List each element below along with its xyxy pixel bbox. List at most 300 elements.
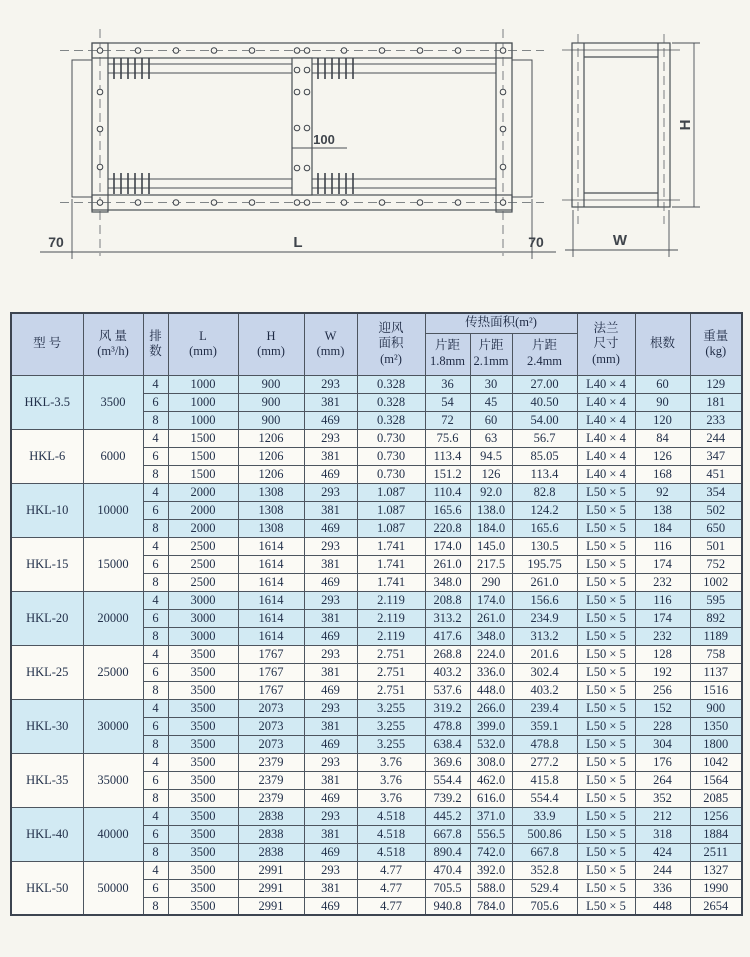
cell-model: HKL-30	[11, 699, 83, 753]
cell-weight: 1327	[690, 861, 742, 879]
cell-area: 0.730	[357, 447, 425, 465]
cell-flange: L50 × 5	[577, 519, 635, 537]
cell-area: 0.328	[357, 411, 425, 429]
cell-rows: 8	[143, 627, 168, 645]
cell-airflow: 6000	[83, 429, 143, 483]
cell-pitch21: 556.5	[470, 825, 512, 843]
front-view	[72, 43, 532, 212]
cell-L: 3500	[168, 861, 238, 879]
cell-flange: L50 × 5	[577, 807, 635, 825]
cell-W: 381	[304, 879, 357, 897]
cell-tubes: 264	[635, 771, 690, 789]
cell-pitch21: 45	[470, 393, 512, 411]
cell-H: 1308	[238, 483, 304, 501]
cell-airflow: 15000	[83, 537, 143, 591]
cell-weight: 502	[690, 501, 742, 519]
dim-H-label: H	[677, 119, 694, 131]
cell-area: 4.77	[357, 897, 425, 915]
cell-H: 1767	[238, 663, 304, 681]
cell-model: HKL-40	[11, 807, 83, 861]
cell-tubes: 232	[635, 573, 690, 591]
cell-L: 3000	[168, 609, 238, 627]
cell-H: 2991	[238, 879, 304, 897]
dim-W-label: W	[612, 232, 628, 249]
cell-pitch24: 165.6	[512, 519, 577, 537]
cell-area: 4.77	[357, 861, 425, 879]
cell-L: 2500	[168, 537, 238, 555]
cell-rows: 6	[143, 609, 168, 627]
cell-tubes: 256	[635, 681, 690, 699]
cell-pitch24: 554.4	[512, 789, 577, 807]
cell-flange: L50 × 5	[577, 897, 635, 915]
cell-L: 1000	[168, 411, 238, 429]
cell-H: 2073	[238, 699, 304, 717]
cell-rows: 6	[143, 663, 168, 681]
cell-area: 3.76	[357, 789, 425, 807]
cell-H: 1614	[238, 591, 304, 609]
cell-pitch18: 72	[425, 411, 470, 429]
cell-flange: L40 × 4	[577, 429, 635, 447]
col-header-W: W (mm)	[304, 313, 357, 375]
cell-pitch21: 348.0	[470, 627, 512, 645]
cell-pitch24: 82.8	[512, 483, 577, 501]
cell-tubes: 126	[635, 447, 690, 465]
cell-W: 293	[304, 645, 357, 663]
cell-tubes: 184	[635, 519, 690, 537]
cell-area: 4.518	[357, 807, 425, 825]
cell-L: 3500	[168, 897, 238, 915]
cell-W: 469	[304, 411, 357, 429]
cell-L: 3500	[168, 879, 238, 897]
cell-area: 3.255	[357, 735, 425, 753]
cell-weight: 181	[690, 393, 742, 411]
cell-tubes: 212	[635, 807, 690, 825]
cell-H: 1767	[238, 645, 304, 663]
cell-area: 1.741	[357, 555, 425, 573]
cell-area: 2.751	[357, 645, 425, 663]
cell-area: 1.087	[357, 483, 425, 501]
cell-flange: L50 × 5	[577, 879, 635, 897]
col-header-H: H (mm)	[238, 313, 304, 375]
cell-weight: 1189	[690, 627, 742, 645]
table-row	[11, 645, 742, 663]
table-body	[11, 375, 742, 915]
cell-flange: L50 × 5	[577, 717, 635, 735]
cell-rows: 8	[143, 897, 168, 915]
cell-pitch21: 30	[470, 375, 512, 393]
cell-H: 2073	[238, 717, 304, 735]
cell-rows: 4	[143, 591, 168, 609]
cell-H: 1206	[238, 465, 304, 483]
cell-pitch21: 784.0	[470, 897, 512, 915]
cell-L: 3500	[168, 843, 238, 861]
cell-area: 0.328	[357, 375, 425, 393]
cell-L: 1500	[168, 447, 238, 465]
cell-rows: 4	[143, 645, 168, 663]
cell-pitch21: 145.0	[470, 537, 512, 555]
cell-airflow: 20000	[83, 591, 143, 645]
cell-area: 2.751	[357, 663, 425, 681]
cell-L: 3500	[168, 681, 238, 699]
cell-L: 3500	[168, 771, 238, 789]
cell-L: 3500	[168, 663, 238, 681]
cell-model: HKL-10	[11, 483, 83, 537]
col-header-pitch18: 片距 1.8mm	[425, 333, 470, 375]
cell-tubes: 116	[635, 537, 690, 555]
col-header-airflow: 风 量 (m³/h)	[83, 313, 143, 375]
cell-pitch18: 36	[425, 375, 470, 393]
cell-pitch24: 40.50	[512, 393, 577, 411]
cell-W: 469	[304, 519, 357, 537]
cell-H: 1308	[238, 501, 304, 519]
cell-W: 381	[304, 609, 357, 627]
table-row	[11, 807, 742, 825]
technical-drawing	[0, 0, 750, 306]
cell-W: 293	[304, 591, 357, 609]
cell-H: 1206	[238, 429, 304, 447]
cell-L: 2000	[168, 501, 238, 519]
cell-rows: 6	[143, 717, 168, 735]
cell-L: 1000	[168, 375, 238, 393]
cell-tubes: 138	[635, 501, 690, 519]
cell-pitch24: 261.0	[512, 573, 577, 591]
cell-rows: 4	[143, 375, 168, 393]
cell-H: 2838	[238, 825, 304, 843]
cell-weight: 758	[690, 645, 742, 663]
cell-H: 2379	[238, 771, 304, 789]
cell-airflow: 50000	[83, 861, 143, 915]
cell-pitch21: 616.0	[470, 789, 512, 807]
col-header-flange: 法兰 尺寸 (mm)	[577, 313, 635, 375]
cell-pitch18: 554.4	[425, 771, 470, 789]
table-row	[11, 375, 742, 393]
side-view	[562, 43, 680, 207]
cell-H: 1614	[238, 555, 304, 573]
cell-tubes: 174	[635, 609, 690, 627]
cell-pitch21: 290	[470, 573, 512, 591]
cell-flange: L50 × 5	[577, 753, 635, 771]
cell-pitch24: 130.5	[512, 537, 577, 555]
table-row	[11, 429, 742, 447]
cell-W: 293	[304, 807, 357, 825]
cell-pitch24: 302.4	[512, 663, 577, 681]
cell-W: 293	[304, 375, 357, 393]
cell-W: 293	[304, 483, 357, 501]
dim-L-label: L	[293, 234, 303, 251]
cell-tubes: 92	[635, 483, 690, 501]
cell-H: 900	[238, 375, 304, 393]
cell-pitch24: 85.05	[512, 447, 577, 465]
cell-area: 2.751	[357, 681, 425, 699]
cell-weight: 129	[690, 375, 742, 393]
cell-W: 469	[304, 627, 357, 645]
fin-hatch-marks	[114, 58, 353, 194]
cell-rows: 8	[143, 411, 168, 429]
table-row	[11, 699, 742, 717]
cell-W: 293	[304, 429, 357, 447]
cell-W: 381	[304, 717, 357, 735]
cell-pitch24: 113.4	[512, 465, 577, 483]
cell-pitch18: 403.2	[425, 663, 470, 681]
cell-pitch21: 94.5	[470, 447, 512, 465]
cell-flange: L50 × 5	[577, 789, 635, 807]
cell-pitch18: 151.2	[425, 465, 470, 483]
cell-weight: 900	[690, 699, 742, 717]
cell-pitch18: 667.8	[425, 825, 470, 843]
col-header-L: L (mm)	[168, 313, 238, 375]
cell-tubes: 84	[635, 429, 690, 447]
cell-H: 1614	[238, 537, 304, 555]
cell-rows: 6	[143, 879, 168, 897]
cell-pitch21: 448.0	[470, 681, 512, 699]
cell-pitch21: 588.0	[470, 879, 512, 897]
cell-pitch24: 33.9	[512, 807, 577, 825]
cell-pitch21: 371.0	[470, 807, 512, 825]
cell-W: 381	[304, 393, 357, 411]
cell-tubes: 244	[635, 861, 690, 879]
cell-tubes: 336	[635, 879, 690, 897]
cell-L: 3500	[168, 825, 238, 843]
cell-L: 3500	[168, 735, 238, 753]
cell-pitch21: 217.5	[470, 555, 512, 573]
cell-tubes: 424	[635, 843, 690, 861]
cell-tubes: 116	[635, 591, 690, 609]
cell-area: 3.255	[357, 717, 425, 735]
cell-pitch18: 890.4	[425, 843, 470, 861]
cell-flange: L50 × 5	[577, 555, 635, 573]
cell-model: HKL-20	[11, 591, 83, 645]
cell-rows: 6	[143, 825, 168, 843]
cell-pitch21: 92.0	[470, 483, 512, 501]
cell-area: 4.77	[357, 879, 425, 897]
cell-L: 2500	[168, 555, 238, 573]
cell-weight: 1350	[690, 717, 742, 735]
table-row	[11, 861, 742, 879]
cell-H: 1767	[238, 681, 304, 699]
dim-70-left-label: 70	[48, 234, 64, 250]
cell-pitch18: 208.8	[425, 591, 470, 609]
cell-pitch21: 60	[470, 411, 512, 429]
cell-tubes: 128	[635, 645, 690, 663]
cell-flange: L40 × 4	[577, 375, 635, 393]
cell-pitch18: 319.2	[425, 699, 470, 717]
cell-pitch24: 500.86	[512, 825, 577, 843]
cell-pitch18: 369.6	[425, 753, 470, 771]
cell-H: 2838	[238, 807, 304, 825]
table-row	[11, 483, 742, 501]
cell-tubes: 352	[635, 789, 690, 807]
cell-weight: 1516	[690, 681, 742, 699]
cell-area: 0.328	[357, 393, 425, 411]
cell-flange: L50 × 5	[577, 609, 635, 627]
cell-pitch18: 417.6	[425, 627, 470, 645]
cell-weight: 1990	[690, 879, 742, 897]
cell-pitch18: 220.8	[425, 519, 470, 537]
cell-area: 1.741	[357, 537, 425, 555]
cell-flange: L50 × 5	[577, 861, 635, 879]
cell-tubes: 60	[635, 375, 690, 393]
cell-area: 3.76	[357, 753, 425, 771]
cell-weight: 2085	[690, 789, 742, 807]
cell-weight: 244	[690, 429, 742, 447]
cell-pitch21: 742.0	[470, 843, 512, 861]
cell-H: 900	[238, 411, 304, 429]
cell-L: 3000	[168, 591, 238, 609]
col-header-pitch24: 片距 2.4mm	[512, 333, 577, 375]
cell-pitch21: 308.0	[470, 753, 512, 771]
cell-flange: L50 × 5	[577, 537, 635, 555]
cell-flange: L50 × 5	[577, 681, 635, 699]
cell-W: 469	[304, 843, 357, 861]
cell-pitch18: 638.4	[425, 735, 470, 753]
cell-weight: 1137	[690, 663, 742, 681]
cell-pitch18: 940.8	[425, 897, 470, 915]
cell-pitch24: 27.00	[512, 375, 577, 393]
cell-H: 2991	[238, 861, 304, 879]
cell-area: 0.730	[357, 465, 425, 483]
cell-airflow: 3500	[83, 375, 143, 429]
cell-L: 3500	[168, 699, 238, 717]
cell-area: 4.518	[357, 843, 425, 861]
col-header-weight: 重量 (kg)	[690, 313, 742, 375]
cell-pitch24: 156.6	[512, 591, 577, 609]
cell-W: 381	[304, 663, 357, 681]
cell-pitch21: 174.0	[470, 591, 512, 609]
dim-70-right-label: 70	[528, 234, 544, 250]
cell-area: 1.087	[357, 519, 425, 537]
cell-tubes: 318	[635, 825, 690, 843]
cell-W: 381	[304, 825, 357, 843]
table-row	[11, 591, 742, 609]
cell-W: 469	[304, 573, 357, 591]
cell-flange: L50 × 5	[577, 627, 635, 645]
cell-weight: 347	[690, 447, 742, 465]
cell-tubes: 448	[635, 897, 690, 915]
cell-L: 2500	[168, 573, 238, 591]
cell-pitch18: 705.5	[425, 879, 470, 897]
cell-H: 1614	[238, 627, 304, 645]
col-header-model: 型 号	[11, 313, 83, 375]
cell-area: 4.518	[357, 825, 425, 843]
cell-pitch21: 532.0	[470, 735, 512, 753]
cell-pitch21: 63	[470, 429, 512, 447]
cell-H: 1614	[238, 573, 304, 591]
cell-pitch24: 359.1	[512, 717, 577, 735]
cell-weight: 354	[690, 483, 742, 501]
cell-flange: L50 × 5	[577, 771, 635, 789]
cell-weight: 501	[690, 537, 742, 555]
cell-pitch18: 165.6	[425, 501, 470, 519]
cell-tubes: 176	[635, 753, 690, 771]
cell-H: 2073	[238, 735, 304, 753]
cell-area: 3.255	[357, 699, 425, 717]
cell-pitch18: 268.8	[425, 645, 470, 663]
cell-flange: L50 × 5	[577, 591, 635, 609]
cell-rows: 4	[143, 861, 168, 879]
cell-model: HKL-50	[11, 861, 83, 915]
cell-rows: 8	[143, 465, 168, 483]
table-row	[11, 537, 742, 555]
cell-pitch24: 529.4	[512, 879, 577, 897]
cell-L: 3000	[168, 627, 238, 645]
cell-tubes: 168	[635, 465, 690, 483]
cell-pitch24: 415.8	[512, 771, 577, 789]
cell-pitch21: 462.0	[470, 771, 512, 789]
cell-rows: 8	[143, 519, 168, 537]
cell-rows: 4	[143, 429, 168, 447]
cell-flange: L50 × 5	[577, 573, 635, 591]
cell-pitch18: 110.4	[425, 483, 470, 501]
cell-tubes: 174	[635, 555, 690, 573]
cell-pitch21: 138.0	[470, 501, 512, 519]
cell-weight: 892	[690, 609, 742, 627]
cell-pitch24: 201.6	[512, 645, 577, 663]
cell-pitch18: 54	[425, 393, 470, 411]
cell-W: 469	[304, 789, 357, 807]
cell-rows: 4	[143, 699, 168, 717]
cell-weight: 1884	[690, 825, 742, 843]
dimension-drawing-svg	[0, 0, 750, 306]
cell-rows: 8	[143, 843, 168, 861]
cell-weight: 1042	[690, 753, 742, 771]
side-view-centerlines	[578, 34, 664, 224]
cell-pitch18: 75.6	[425, 429, 470, 447]
cell-airflow: 35000	[83, 753, 143, 807]
cell-pitch21: 266.0	[470, 699, 512, 717]
cell-pitch24: 54.00	[512, 411, 577, 429]
cell-rows: 4	[143, 483, 168, 501]
cell-rows: 6	[143, 771, 168, 789]
cell-W: 381	[304, 501, 357, 519]
cell-W: 293	[304, 537, 357, 555]
cell-model: HKL-15	[11, 537, 83, 591]
spec-table	[10, 312, 743, 916]
cell-rows: 8	[143, 735, 168, 753]
cell-model: HKL-25	[11, 645, 83, 699]
cell-H: 2379	[238, 753, 304, 771]
cell-W: 469	[304, 735, 357, 753]
cell-rows: 8	[143, 789, 168, 807]
cell-model: HKL-35	[11, 753, 83, 807]
cell-rows: 6	[143, 501, 168, 519]
cell-L: 3500	[168, 753, 238, 771]
cell-flange: L50 × 5	[577, 663, 635, 681]
cell-pitch24: 352.8	[512, 861, 577, 879]
cell-weight: 752	[690, 555, 742, 573]
cell-W: 381	[304, 555, 357, 573]
cell-flange: L50 × 5	[577, 483, 635, 501]
cell-rows: 8	[143, 681, 168, 699]
cell-W: 469	[304, 897, 357, 915]
cell-pitch24: 667.8	[512, 843, 577, 861]
cell-rows: 4	[143, 753, 168, 771]
cell-flange: L50 × 5	[577, 825, 635, 843]
cell-pitch18: 313.2	[425, 609, 470, 627]
cell-pitch24: 195.75	[512, 555, 577, 573]
cell-pitch21: 399.0	[470, 717, 512, 735]
cell-H: 1206	[238, 447, 304, 465]
cell-area: 1.087	[357, 501, 425, 519]
cell-pitch18: 478.8	[425, 717, 470, 735]
cell-area: 2.119	[357, 591, 425, 609]
cell-W: 293	[304, 753, 357, 771]
cell-weight: 1256	[690, 807, 742, 825]
cell-pitch18: 348.0	[425, 573, 470, 591]
col-header-area: 迎风 面积 (m²)	[357, 313, 425, 375]
cell-model: HKL-6	[11, 429, 83, 483]
cell-weight: 1002	[690, 573, 742, 591]
cell-H: 2838	[238, 843, 304, 861]
